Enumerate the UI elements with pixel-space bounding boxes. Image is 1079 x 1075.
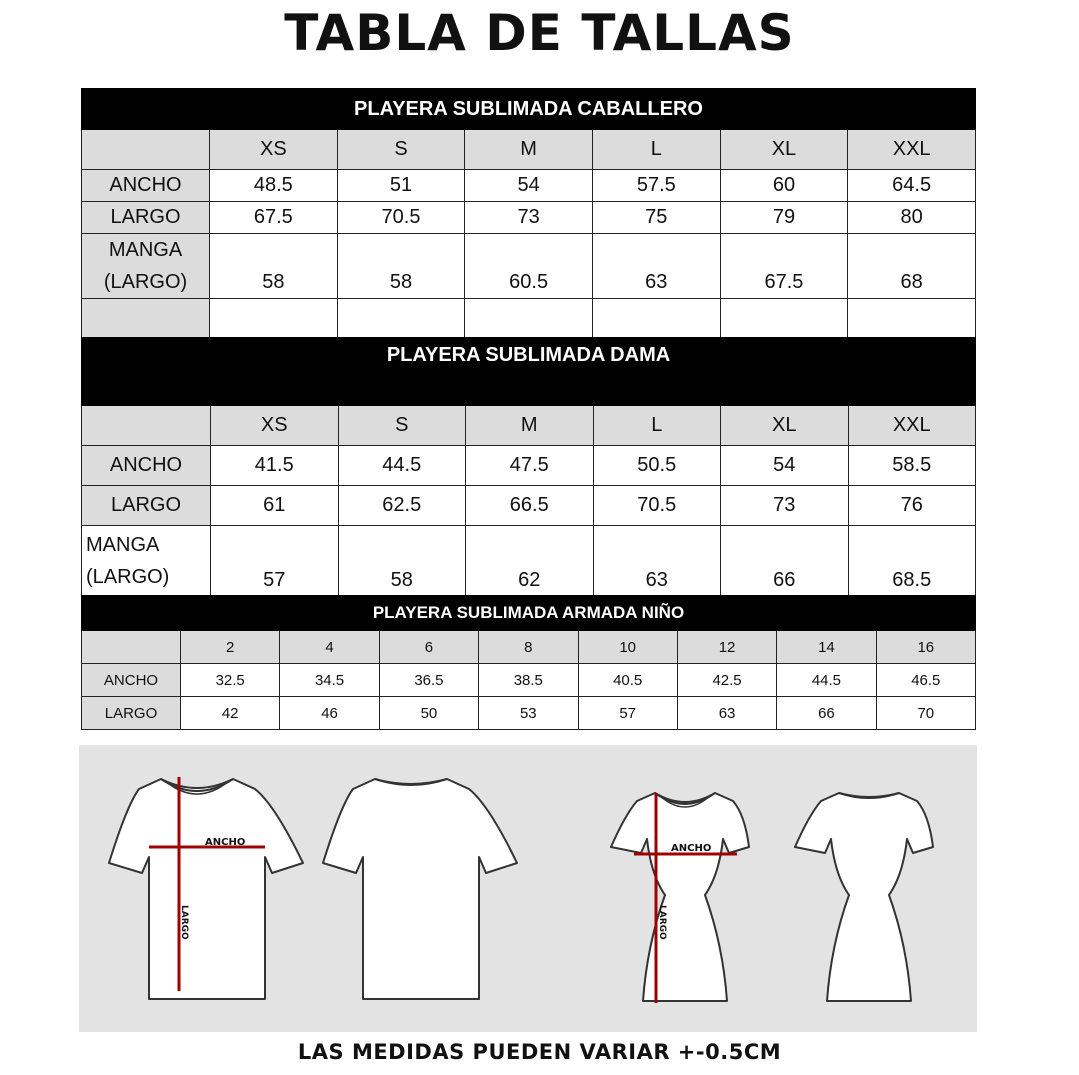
empty-cell	[848, 299, 976, 339]
value-cell: 66.5	[466, 486, 594, 526]
size-xl: XL	[721, 406, 849, 446]
value-cell: 57	[578, 697, 677, 730]
empty-cell	[720, 299, 848, 339]
size-8: 8	[479, 631, 578, 664]
label-line: MANGA	[108, 239, 183, 261]
empty-cell	[210, 299, 338, 339]
value-cell: 36.5	[379, 664, 478, 697]
table-row	[82, 202, 976, 234]
men-ancho-label: ANCHO	[205, 837, 246, 848]
value-cell: 42.5	[677, 664, 776, 697]
row-label-largo: LARGO	[82, 486, 211, 526]
value-cell: 75	[592, 202, 720, 234]
value-cell: 44.5	[777, 664, 876, 697]
value-cell: 46.5	[876, 664, 975, 697]
table-row	[82, 234, 976, 299]
value-cell: 68	[848, 234, 976, 299]
value-cell: 51	[337, 170, 465, 202]
value-cell: 60.5	[465, 234, 593, 299]
value-cell: 54	[721, 446, 849, 486]
value-cell: 70.5	[337, 202, 465, 234]
size-4: 4	[280, 631, 379, 664]
men-size-table	[81, 88, 976, 339]
row-label-largo: LARGO	[82, 202, 210, 234]
kids-table-header: PLAYERA SUBLIMADA ARMADA NIÑO	[82, 596, 976, 631]
women-tshirt-back-icon	[795, 793, 933, 1001]
value-cell: 32.5	[181, 664, 280, 697]
value-cell: 58	[210, 234, 338, 299]
value-cell: 58	[337, 234, 465, 299]
men-tshirt-back-icon	[323, 779, 517, 999]
size-16: 16	[876, 631, 975, 664]
women-size-table	[81, 337, 976, 596]
value-cell: 66	[777, 697, 876, 730]
label-line: (LARGO)	[103, 271, 188, 293]
label-line: (LARGO)	[86, 565, 170, 588]
table-row	[82, 486, 976, 526]
value-cell: 47.5	[466, 446, 594, 486]
row-label-ancho: ANCHO	[82, 170, 210, 202]
size-xxl: XXL	[848, 406, 976, 446]
value-cell: 63	[593, 526, 721, 596]
row-label-ancho: ANCHO	[82, 446, 211, 486]
value-cell: 66	[721, 526, 849, 596]
page-title: TABLA DE TALLAS	[284, 4, 795, 62]
value-cell: 54	[465, 170, 593, 202]
value-cell: 50.5	[593, 446, 721, 486]
garment-illustration	[79, 745, 977, 1032]
value-cell: 67.5	[720, 234, 848, 299]
size-xs: XS	[211, 406, 339, 446]
value-cell: 80	[848, 202, 976, 234]
empty-cell	[592, 299, 720, 339]
men-table-header: PLAYERA SUBLIMADA CABALLERO	[82, 89, 976, 130]
table-row	[82, 446, 976, 486]
value-cell: 61	[211, 486, 339, 526]
value-cell: 34.5	[280, 664, 379, 697]
size-14: 14	[777, 631, 876, 664]
empty-cell	[337, 299, 465, 339]
men-largo-label: LARGO	[179, 905, 189, 940]
value-cell: 67.5	[210, 202, 338, 234]
value-cell: 68.5	[848, 526, 976, 596]
value-cell: 79	[720, 202, 848, 234]
value-cell: 48.5	[210, 170, 338, 202]
garment-illustration-panel	[79, 745, 977, 1032]
size-xl: XL	[720, 130, 848, 170]
value-cell: 57	[211, 526, 339, 596]
value-cell: 76	[848, 486, 976, 526]
size-m: M	[465, 130, 593, 170]
size-m: M	[466, 406, 594, 446]
value-cell: 73	[465, 202, 593, 234]
women-largo-label: LARGO	[657, 905, 667, 940]
empty-cell	[82, 299, 210, 339]
value-cell: 70	[876, 697, 975, 730]
value-cell: 62	[466, 526, 594, 596]
kids-size-table	[81, 595, 976, 730]
size-2: 2	[181, 631, 280, 664]
value-cell: 73	[721, 486, 849, 526]
value-cell: 64.5	[848, 170, 976, 202]
table-row	[82, 664, 976, 697]
corner-cell	[82, 631, 181, 664]
size-l: L	[592, 130, 720, 170]
women-tshirt-front-icon	[611, 793, 749, 1001]
value-cell: 63	[677, 697, 776, 730]
size-l: L	[593, 406, 721, 446]
men-tshirt-front-icon	[109, 779, 303, 999]
value-cell: 50	[379, 697, 478, 730]
value-cell: 42	[181, 697, 280, 730]
size-s: S	[338, 406, 466, 446]
label-line: MANGA	[86, 533, 160, 556]
value-cell: 70.5	[593, 486, 721, 526]
value-cell: 53	[479, 697, 578, 730]
row-label-largo: LARGO	[82, 697, 181, 730]
table-row	[82, 170, 976, 202]
size-xxl: XXL	[848, 130, 976, 170]
corner-cell	[82, 130, 210, 170]
table-row	[82, 697, 976, 730]
value-cell: 46	[280, 697, 379, 730]
value-cell: 38.5	[479, 664, 578, 697]
women-table-header: PLAYERA SUBLIMADA DAMA	[82, 338, 976, 406]
row-label-ancho: ANCHO	[82, 664, 181, 697]
women-ancho-label: ANCHO	[671, 843, 712, 854]
value-cell: 44.5	[338, 446, 466, 486]
value-cell: 63	[592, 234, 720, 299]
value-cell: 41.5	[211, 446, 339, 486]
value-cell: 58.5	[848, 446, 976, 486]
row-label-manga	[82, 526, 211, 596]
value-cell: 40.5	[578, 664, 677, 697]
size-12: 12	[677, 631, 776, 664]
size-s: S	[337, 130, 465, 170]
size-10: 10	[578, 631, 677, 664]
value-cell: 57.5	[592, 170, 720, 202]
empty-cell	[465, 299, 593, 339]
value-cell: 62.5	[338, 486, 466, 526]
corner-cell	[82, 406, 211, 446]
size-6: 6	[379, 631, 478, 664]
empty-row	[82, 299, 976, 339]
value-cell: 58	[338, 526, 466, 596]
size-xs: XS	[210, 130, 338, 170]
value-cell: 60	[720, 170, 848, 202]
table-row	[82, 526, 976, 596]
footer-note: LAS MEDIDAS PUEDEN VARIAR +-0.5CM	[297, 1040, 782, 1064]
row-label-manga	[82, 234, 210, 299]
